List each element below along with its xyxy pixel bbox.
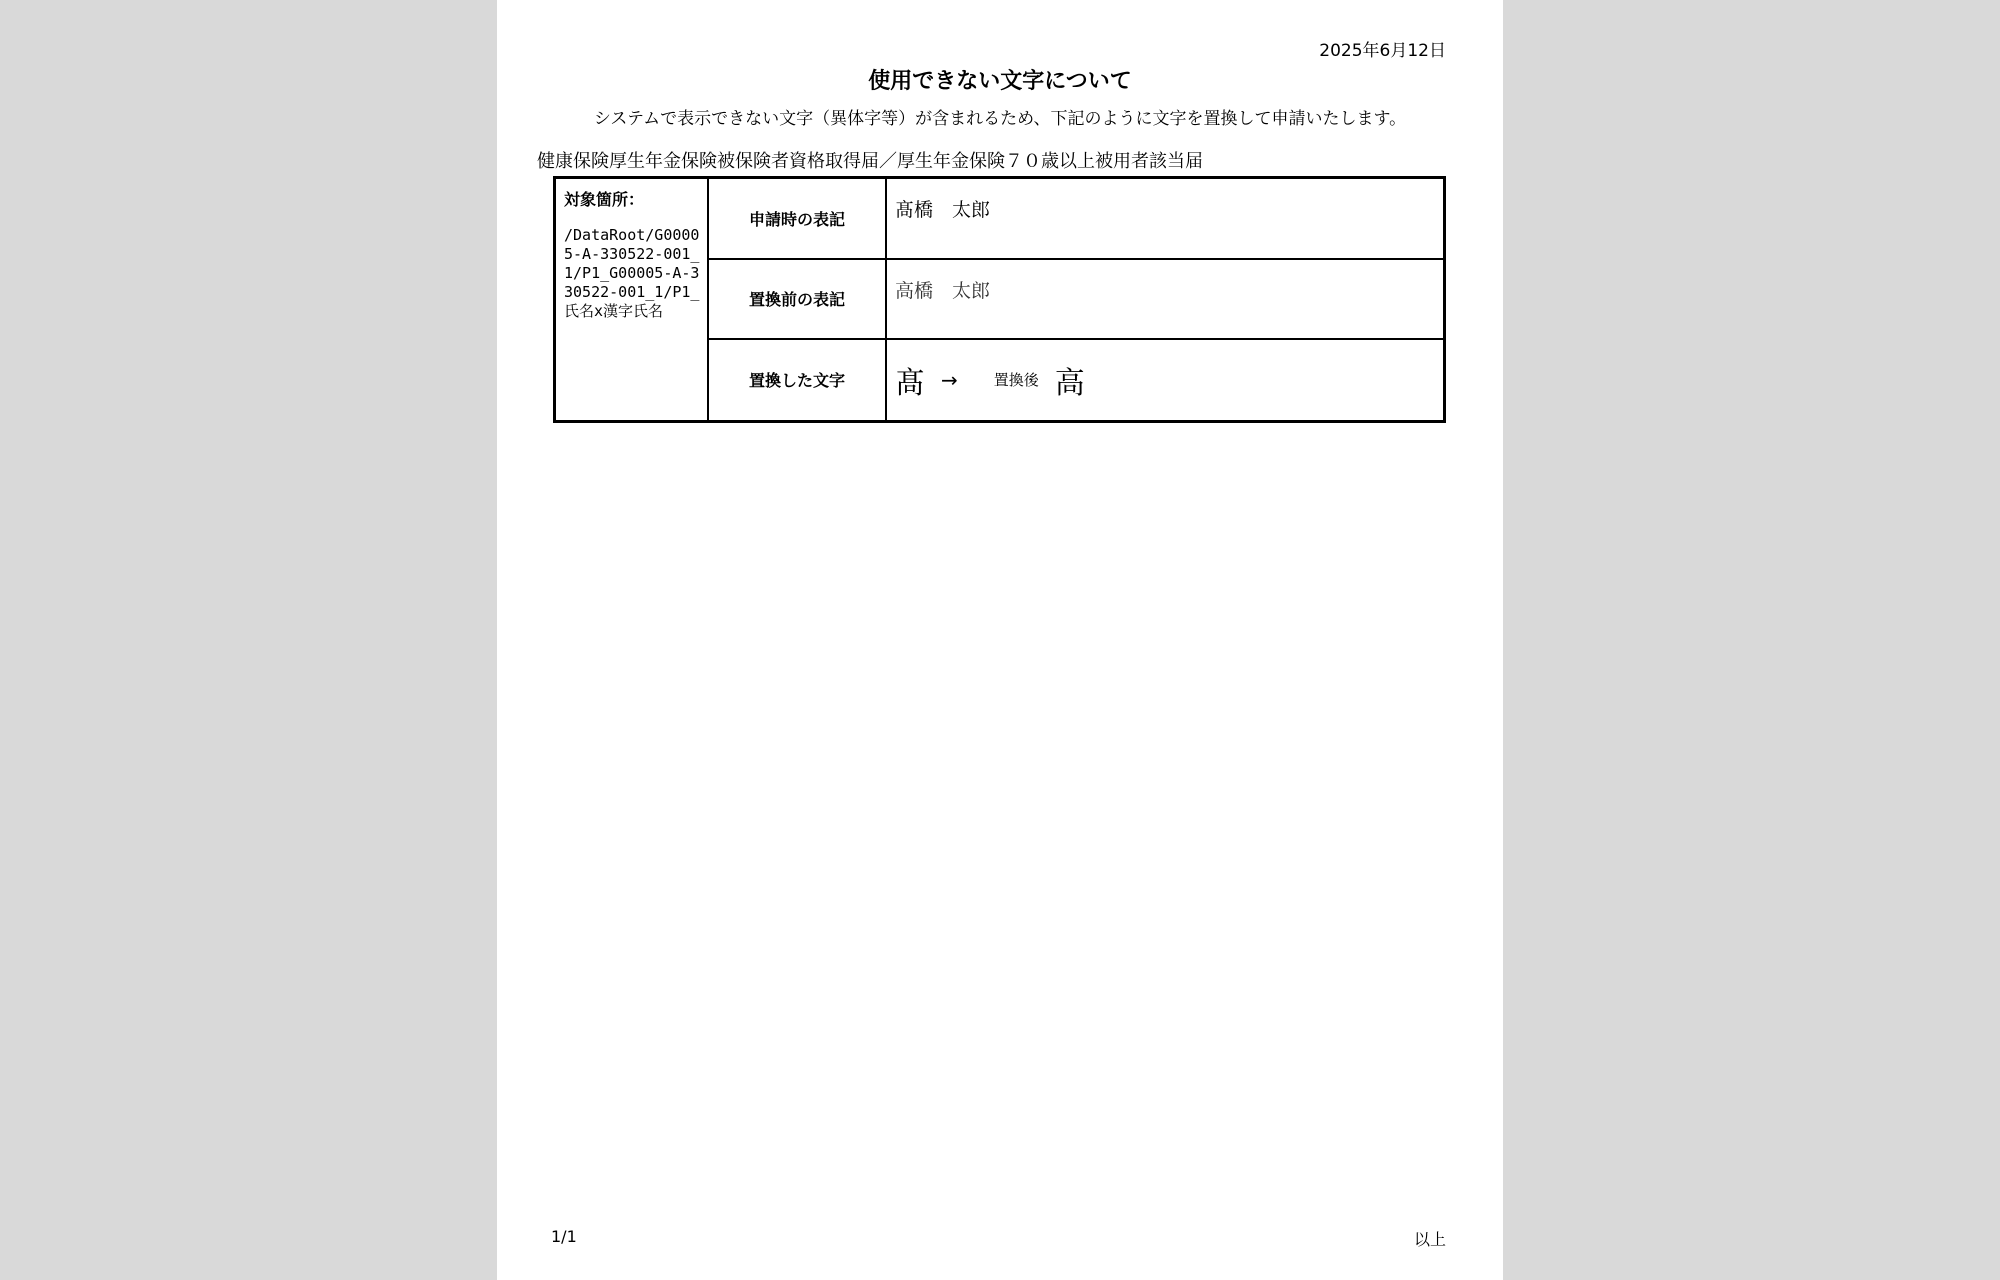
replacement-table <box>553 176 1446 423</box>
target-path: /DataRoot/G00005-A-330522-001_1/P1_G00005-A-330522-001_1/P1_氏名x漢字氏名 <box>564 226 700 320</box>
target-label: 対象箇所： <box>564 190 645 209</box>
document-title: 使用できない文字について <box>868 69 1132 94</box>
replaced-after-char: 高 <box>1054 365 1085 401</box>
table-row <box>555 178 1445 259</box>
form-name: 健康保険厚生年金保険被保険者資格取得届／厚生年金保険７０歳以上被用者該当届 <box>537 151 1203 172</box>
document-subtitle: システムで表示できない文字（異体字等）が含まれるため、下記のように文字を置換して申請いたします。 <box>593 109 1407 129</box>
replacement-detail <box>895 358 1443 402</box>
page-number: 1/1 <box>551 1227 577 1246</box>
before-value: 高橋 太郎 <box>886 259 1445 339</box>
arrow-icon: → <box>941 367 958 392</box>
replaced-value-cell <box>886 339 1445 422</box>
target-cell <box>555 178 709 422</box>
end-mark: 以上 <box>1413 1230 1446 1249</box>
replaced-before-char: 髙 <box>895 365 925 401</box>
before-label: 置換前の表記 <box>708 259 886 339</box>
application-value: 髙橋 太郎 <box>886 178 1445 259</box>
document-page <box>497 0 1503 1280</box>
application-label: 申請時の表記 <box>708 178 886 259</box>
document-date: 2025年6月12日 <box>1319 41 1446 61</box>
replaced-label: 置換した文字 <box>708 339 886 422</box>
after-label: 置換後 <box>993 371 1039 390</box>
